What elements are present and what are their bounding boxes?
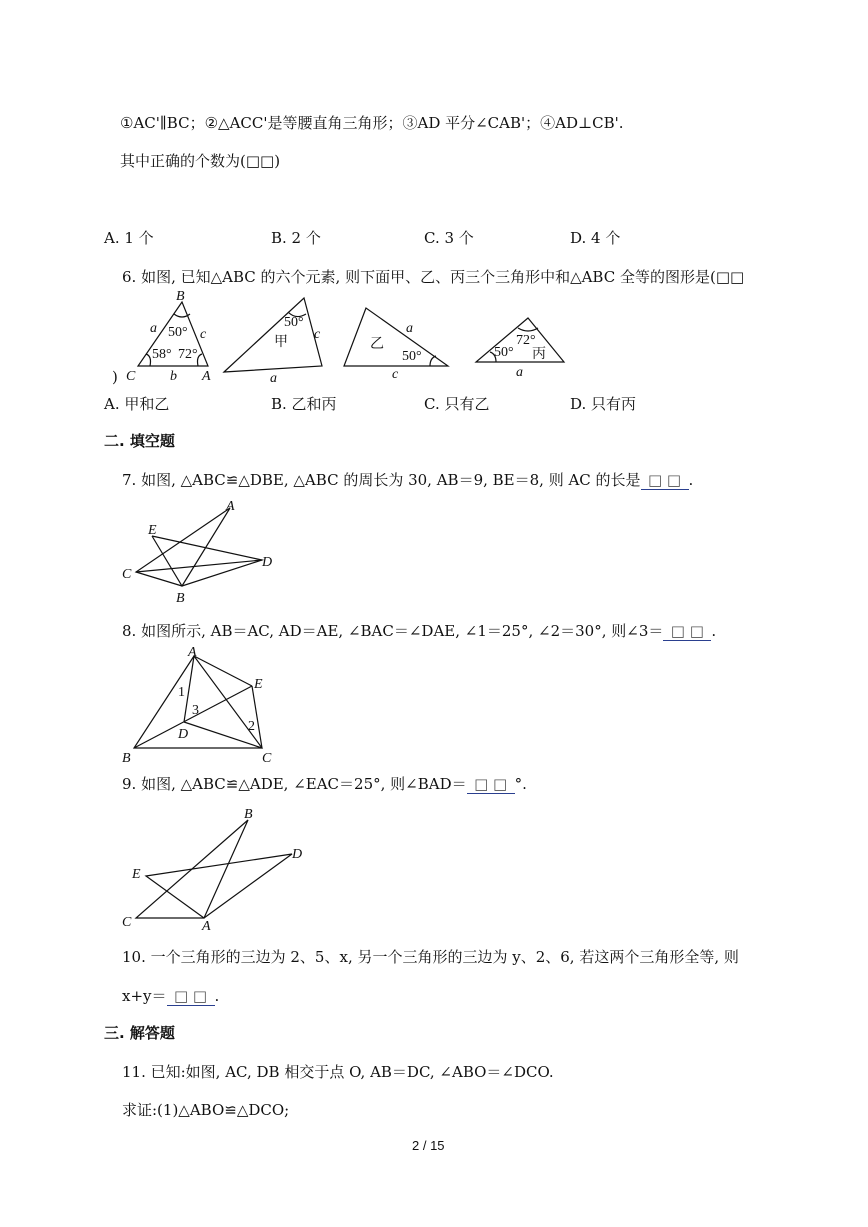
yi-label-a: a [406,321,413,336]
q11-prove: 求证:(1)△ABO≌△DCO; [122,1101,290,1119]
page-number: 2 / 15 [412,1138,445,1153]
q10-expr: x+y＝ [122,987,167,1005]
bing-label-a: a [516,365,523,380]
q7-stem [122,469,693,490]
q5-option-c: C. 3 个 [424,229,474,247]
q9-label-A: A [202,919,211,930]
bing-name: 丙 [532,347,546,362]
abc-label-b: b [170,369,177,384]
q8-label-D: D [178,727,189,742]
bing-angle-1: 72° [516,333,536,348]
abc-label-c: c [200,327,207,342]
q6-option-b: B. 乙和丙 [271,395,337,413]
q9-text: 9. 如图, △ABC≌△ADE, ∠EAC＝25°, 则∠BAD＝ [122,775,467,793]
jia-name: 甲 [274,335,288,350]
q7-end: . [688,471,694,489]
q5-option-a: A. 1 个 [104,229,154,247]
q8-label-A: A [188,645,197,660]
q8-angle-2: 2 [248,719,255,734]
q6-option-a: A. 甲和乙 [104,395,170,413]
q6-option-d: D. 只有丙 [570,395,637,413]
q9-label-D: D [292,847,303,862]
q7-label-E: E [148,523,157,538]
jia-label-a: a [270,371,277,386]
jia-angle: 50° [284,315,304,330]
q8-end: . [711,622,717,640]
q10-stem: 10. 一个三角形的三边为 2、5、x, 另一个三角形的三边为 y、2、6, 若这两个三角形全等, 则 [122,948,739,966]
abc-angle-C: 58° [152,347,172,362]
abc-label-A: A [202,369,211,384]
q6-stem-end: ) [112,368,118,386]
q7-figure [112,496,292,608]
q8-label-E: E [254,677,263,692]
q7-label-A: A [226,499,235,514]
yi-name: 乙 [370,337,384,352]
q7-label-B: B [176,591,185,606]
abc-label-B: B [176,290,185,304]
q7-text: 7. 如图, △ABC≌△DBE, △ABC 的周长为 30, AB＝9, BE＝8, 则 AC 的长是 [122,471,641,489]
section-solutions: 三. 解答题 [104,1024,175,1042]
q8-angle-3: 3 [192,703,199,718]
q9-end: °. [514,775,527,793]
q9-answer-blank[interactable]: □ □ [467,775,515,794]
q11-stem: 11. 已知:如图, AC, DB 相交于点 O, AB＝DC, ∠ABO＝∠DCO. [122,1063,554,1081]
q6-option-c: C. 只有乙 [424,395,490,413]
q9-label-B: B [244,807,253,822]
q8-label-C: C [262,751,272,766]
q5-option-b: B. 2 个 [271,229,321,247]
q10-answer-blank[interactable]: □ □ [167,987,215,1006]
q7-answer-blank[interactable]: □ □ [641,471,689,490]
q6-stem: 6. 如图, 已知△ABC 的六个元素, 则下面甲、乙、丙三个三角形中和△ABC 全等的图形是(□□ [122,268,745,286]
q7-label-C: C [122,567,132,582]
q8-label-B: B [122,751,131,766]
q5-option-d: D. 4 个 [570,229,621,247]
q5-statements: ①AC'∥BC；②△ACC'是等腰直角三角形；③AD 平分∠CAB'；④AD⊥CB'. [120,114,624,132]
abc-angle-A: 72° [178,347,198,362]
q10-end: . [214,987,220,1005]
section-fill-blank: 二. 填空题 [104,432,175,450]
jia-label-c: c [314,327,321,342]
q8-figure [116,644,286,766]
abc-label-C: C [126,369,136,384]
q8-stem [122,620,716,641]
q8-angle-1: 1 [178,685,185,700]
q8-text: 8. 如图所示, AB＝AC, AD＝AE, ∠BAC＝∠DAE, ∠1＝25°, ∠2＝30°, 则∠3＝ [122,622,664,640]
yi-label-c: c [392,367,399,382]
q6-figure [118,290,578,390]
q9-label-C: C [122,915,132,930]
q9-figure [112,800,312,930]
q5-prompt: 其中正确的个数为(□□) [120,152,281,170]
bing-angle-2: 50° [494,345,514,360]
abc-angle-B: 50° [168,325,188,340]
q7-label-D: D [262,555,273,570]
q10-line2 [122,985,219,1006]
yi-angle: 50° [402,349,422,364]
abc-label-a: a [150,321,157,336]
q9-stem [122,773,527,794]
q9-label-E: E [132,867,141,882]
q8-answer-blank[interactable]: □ □ [663,622,711,641]
